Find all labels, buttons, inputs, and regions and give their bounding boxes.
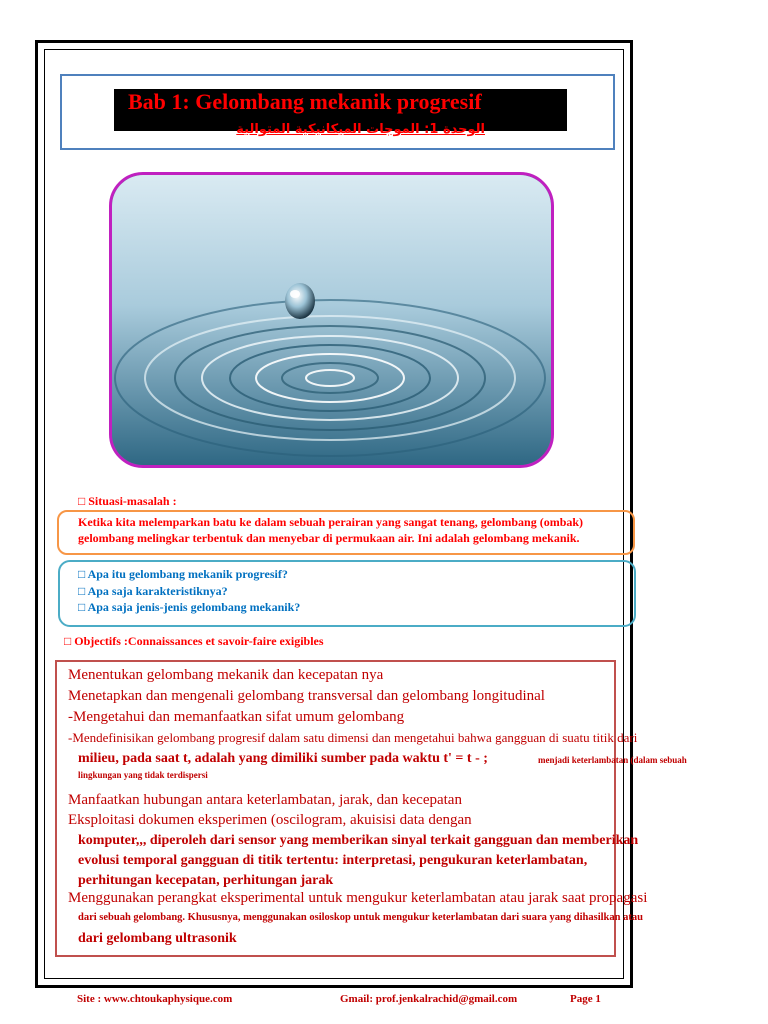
question-3: □ Apa saja jenis-jenis gelombang mekanik? xyxy=(78,600,301,614)
objectifs-heading: □ Objectifs :Connaissances et savoir-faire exigibles xyxy=(64,634,324,648)
water-drop-illustration xyxy=(112,175,551,465)
objective-4-cont: milieu, pada saat t, adalah yang dimiliki sumber pada waktu t' = t - ; xyxy=(78,751,488,766)
footer-page-number: Page 1 xyxy=(570,993,601,1005)
objective-5: Manfaatkan hubungan antara keterlambatan, jarak, dan kecepatan xyxy=(68,792,462,808)
objective-4-note-2: lingkungan yang tidak terdispersi xyxy=(78,770,208,780)
situasi-heading: □ Situasi-masalah : xyxy=(78,494,177,508)
question-1: □ Apa itu gelombang mekanik progresif? xyxy=(78,567,288,581)
objective-6: Eksploitasi dokumen eksperimen (oscilogram, akuisisi data dengan xyxy=(68,812,472,828)
situasi-line-1: Ketika kita melemparkan batu ke dalam sebuah perairan yang sangat tenang, gelombang (ombak) xyxy=(78,515,584,529)
arabic-subtitle: الوحدة 1: الموجات الميكانيكية المتوالية xyxy=(236,122,485,137)
situasi-line-2: gelombang melingkar terbentuk dan menyebar di permukaan air. Ini adalah gelombang mekanik. xyxy=(78,531,580,545)
page-title: Bab 1: Gelombang mekanik progresif xyxy=(128,89,482,114)
objective-7: Menggunakan perangkat eksperimental untuk mengukur keterlambatan atau jarak saat propagasi xyxy=(68,890,648,906)
objective-6-cont-2: evolusi temporal gangguan di titik tertentu: interpretasi, pengukuran keterlambatan, xyxy=(78,853,588,868)
question-2: □ Apa saja karakteristiknya? xyxy=(78,584,228,598)
hero-image xyxy=(109,172,554,468)
objective-7-cont-2: dari gelombang ultrasonik xyxy=(78,931,237,946)
objective-2: Menetapkan dan mengenali gelombang transversal dan gelombang longitudinal xyxy=(68,688,545,704)
objective-6-cont-3: perhitungan kecepatan, perhitungan jarak xyxy=(78,873,334,888)
footer-site: Site : www.chtoukaphysique.com xyxy=(77,993,233,1005)
objective-4: -Mendefinisikan gelombang progresif dalam satu dimensi dan mengetahui bahwa gangguan di suatu titik dari xyxy=(68,730,638,745)
objective-3: -Mengetahui dan memanfaatkan sifat umum gelombang xyxy=(68,709,405,725)
footer-gmail: Gmail: prof.jenkalrachid@gmail.com xyxy=(340,993,518,1005)
objective-1: Menentukan gelombang mekanik dan kecepatan nya xyxy=(68,667,384,683)
objective-7-cont: dari sebuah gelombang. Khususnya, menggunakan osiloskop untuk mengukur keterlambatan dari suara yang dihasilkan atau xyxy=(78,912,643,923)
objective-4-note: menjadi keterlambatan (dalam sebuah xyxy=(538,755,687,765)
objective-6-cont-1: komputer,,, diperoleh dari sensor yang memberikan sinyal terkait gangguan dan memberikan xyxy=(78,833,639,848)
